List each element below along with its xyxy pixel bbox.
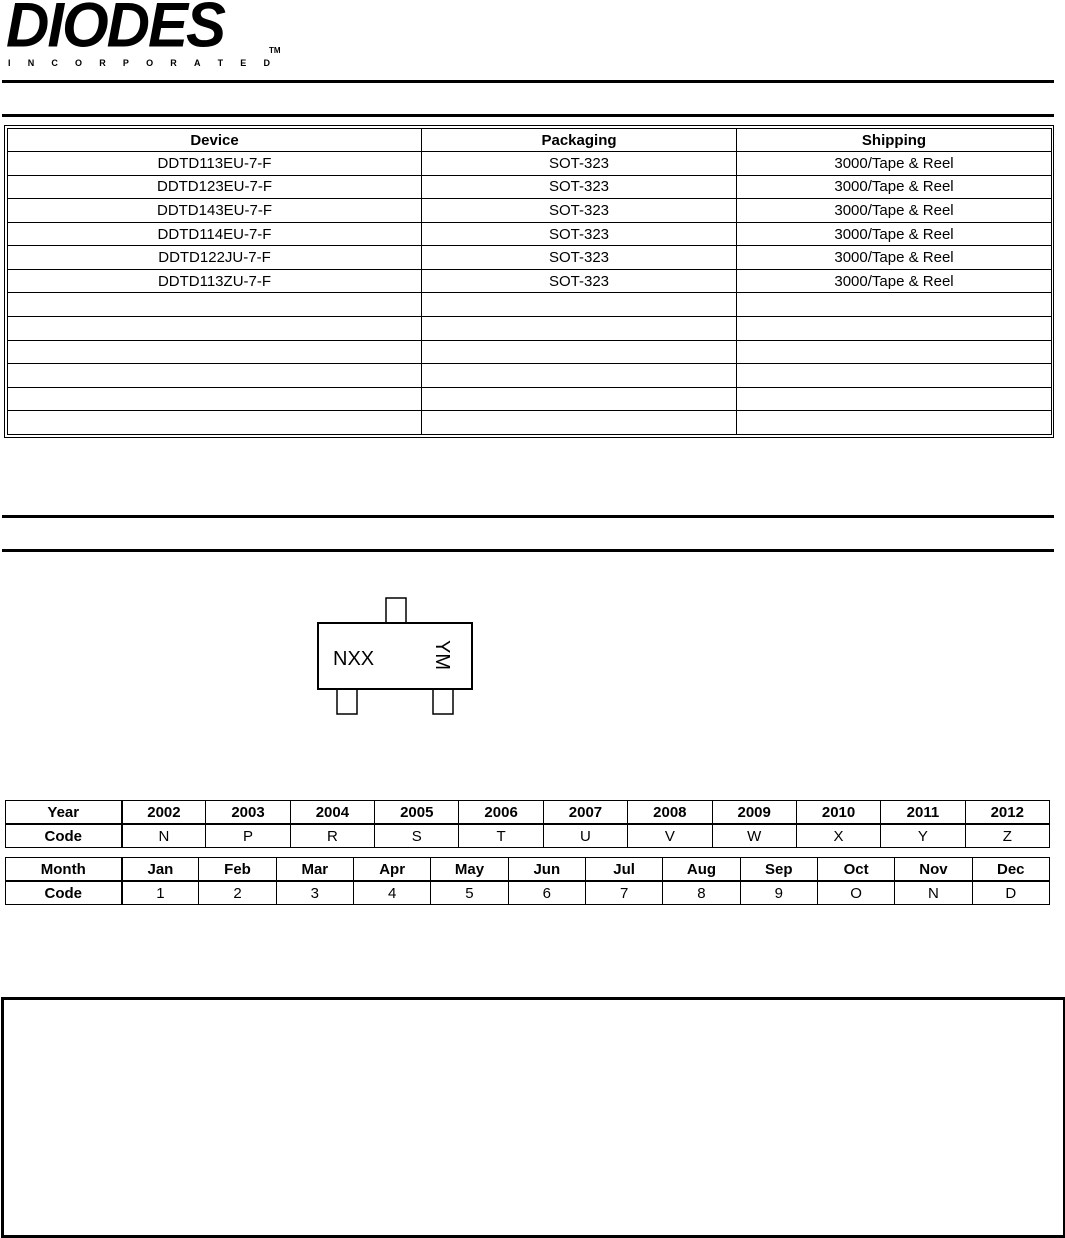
header-shipping: Shipping xyxy=(737,129,1052,152)
section-rule-marking-bottom xyxy=(2,549,1054,552)
code-cell: 7 xyxy=(585,881,662,905)
ordering-cell-device: DDTD123EU-7-F xyxy=(8,175,422,199)
ordering-cell-packaging: SOT-323 xyxy=(422,175,737,199)
period-cell: Nov xyxy=(895,858,972,882)
header-rule xyxy=(2,80,1054,83)
ordering-cell-device xyxy=(8,364,422,388)
ordering-row xyxy=(8,293,1052,317)
logo-letter: P xyxy=(122,58,129,68)
ordering-cell-device: DDTD113ZU-7-F xyxy=(8,269,422,293)
logo-wordmark: DIODES xyxy=(6,0,225,61)
ordering-cell-shipping: 3000/Tape & Reel xyxy=(737,199,1052,223)
period-cell: Sep xyxy=(740,858,817,882)
logo-letter: R xyxy=(170,58,177,68)
period-cell: 2003 xyxy=(206,801,290,825)
period-cell: May xyxy=(431,858,508,882)
ordering-cell-device: DDTD113EU-7-F xyxy=(8,152,422,176)
ordering-cell-shipping xyxy=(737,340,1052,364)
ordering-cell-device xyxy=(8,387,422,411)
ordering-cell-packaging xyxy=(422,293,737,317)
code-cell: O xyxy=(817,881,894,905)
code-cell: N xyxy=(895,881,972,905)
code-cell: R xyxy=(290,824,374,848)
code-cell: T xyxy=(459,824,543,848)
date-code-text: YM xyxy=(431,640,453,670)
code-cell: U xyxy=(543,824,627,848)
top-pin xyxy=(386,598,406,623)
ordering-row xyxy=(8,411,1052,435)
ordering-cell-packaging: SOT-323 xyxy=(422,152,737,176)
ordering-cell-packaging xyxy=(422,340,737,364)
year-code-table xyxy=(5,800,1050,848)
code-cell: 3 xyxy=(276,881,353,905)
ordering-cell-packaging: SOT-323 xyxy=(422,246,737,270)
ordering-cell-packaging xyxy=(422,364,737,388)
code-cell: Y xyxy=(881,824,965,848)
period-cell: Mar xyxy=(276,858,353,882)
period-cell: Jan xyxy=(122,858,199,882)
period-cell: Dec xyxy=(972,858,1049,882)
logo-letter: R xyxy=(99,58,106,68)
ordering-cell-device xyxy=(8,317,422,341)
code-cell: 5 xyxy=(431,881,508,905)
logo-letter: A xyxy=(193,58,201,68)
code-cell: 8 xyxy=(663,881,740,905)
period-cell: Jul xyxy=(585,858,662,882)
logo-letter: E xyxy=(240,58,247,68)
section-rule-top xyxy=(2,114,1054,117)
ordering-cell-shipping xyxy=(737,387,1052,411)
period-cell: 2010 xyxy=(796,801,880,825)
ordering-cell-shipping: 3000/Tape & Reel xyxy=(737,222,1052,246)
marking-code-text: NXX xyxy=(333,648,375,670)
ordering-row xyxy=(8,269,1052,293)
code-cell: D xyxy=(972,881,1049,905)
ordering-cell-shipping xyxy=(737,411,1052,435)
period-cell: 2009 xyxy=(712,801,796,825)
ordering-cell-packaging: SOT-323 xyxy=(422,222,737,246)
code-cell: S xyxy=(375,824,459,848)
period-cell: Aug xyxy=(663,858,740,882)
month-table-header-row xyxy=(6,858,1050,882)
ordering-row xyxy=(8,175,1052,199)
period-cell: 2006 xyxy=(459,801,543,825)
row-label: Code xyxy=(6,824,122,848)
ordering-cell-packaging xyxy=(422,387,737,411)
logo-letter: O xyxy=(146,58,154,68)
period-cell: Jun xyxy=(508,858,585,882)
row-label: Code xyxy=(6,881,122,905)
ordering-cell-device xyxy=(8,293,422,317)
ordering-cell-device xyxy=(8,340,422,364)
important-notice-box xyxy=(1,997,1065,1238)
year-table-header-row xyxy=(6,801,1050,825)
ordering-cell-shipping xyxy=(737,317,1052,341)
ordering-row xyxy=(8,152,1052,176)
header-device: Device xyxy=(8,129,422,152)
logo-trademark: TM xyxy=(269,46,281,55)
ordering-row xyxy=(8,199,1052,223)
row-label: Month xyxy=(6,858,122,882)
ordering-cell-shipping: 3000/Tape & Reel xyxy=(737,246,1052,270)
ordering-header-row xyxy=(8,129,1052,152)
code-cell: 4 xyxy=(353,881,430,905)
period-cell: 2004 xyxy=(290,801,374,825)
period-cell: 2011 xyxy=(881,801,965,825)
period-cell: 2012 xyxy=(965,801,1049,825)
ordering-cell-packaging xyxy=(422,317,737,341)
code-cell: N xyxy=(122,824,206,848)
ordering-cell-device: DDTD143EU-7-F xyxy=(8,199,422,223)
code-cell: Z xyxy=(965,824,1049,848)
logo-letter: O xyxy=(75,58,83,68)
ordering-cell-shipping: 3000/Tape & Reel xyxy=(737,152,1052,176)
ordering-row xyxy=(8,246,1052,270)
bottom-left-pin xyxy=(337,689,357,714)
ordering-row xyxy=(8,317,1052,341)
ordering-cell-shipping xyxy=(737,293,1052,317)
code-cell: W xyxy=(712,824,796,848)
period-cell: 2002 xyxy=(122,801,206,825)
logo-incorporated xyxy=(8,58,270,68)
code-cell: V xyxy=(628,824,712,848)
code-cell: 1 xyxy=(122,881,199,905)
period-cell: 2008 xyxy=(628,801,712,825)
ordering-row xyxy=(8,222,1052,246)
logo-letter: D xyxy=(263,58,270,68)
month-code-table xyxy=(5,857,1050,905)
ordering-table xyxy=(7,128,1052,435)
ordering-row xyxy=(8,340,1052,364)
row-label: Year xyxy=(6,801,122,825)
period-cell: Oct xyxy=(817,858,894,882)
code-cell: 6 xyxy=(508,881,585,905)
ordering-cell-shipping: 3000/Tape & Reel xyxy=(737,175,1052,199)
ordering-cell-shipping xyxy=(737,364,1052,388)
period-cell: 2007 xyxy=(543,801,627,825)
code-cell: P xyxy=(206,824,290,848)
ordering-table-frame xyxy=(4,125,1054,438)
code-cell: X xyxy=(796,824,880,848)
month-table-code-row xyxy=(6,881,1050,905)
ordering-row xyxy=(8,364,1052,388)
ordering-row xyxy=(8,387,1052,411)
ordering-cell-packaging: SOT-323 xyxy=(422,199,737,223)
logo-letter: N xyxy=(27,58,35,68)
year-table-code-row xyxy=(6,824,1050,848)
ordering-cell-shipping: 3000/Tape & Reel xyxy=(737,269,1052,293)
section-rule-marking-top xyxy=(2,515,1054,518)
period-cell: 2005 xyxy=(375,801,459,825)
period-cell: Feb xyxy=(199,858,276,882)
sot323-marking-diagram xyxy=(300,590,500,730)
bottom-right-pin xyxy=(433,689,453,714)
logo-letter: C xyxy=(51,58,58,68)
ordering-cell-packaging: SOT-323 xyxy=(422,269,737,293)
ordering-cell-device xyxy=(8,411,422,435)
header-packaging: Packaging xyxy=(422,129,737,152)
ordering-cell-device: DDTD122JU-7-F xyxy=(8,246,422,270)
logo-letter: I xyxy=(8,58,11,68)
period-cell: Apr xyxy=(353,858,430,882)
company-logo xyxy=(6,0,281,70)
code-cell: 2 xyxy=(199,881,276,905)
ordering-cell-packaging xyxy=(422,411,737,435)
code-cell: 9 xyxy=(740,881,817,905)
ordering-cell-device: DDTD114EU-7-F xyxy=(8,222,422,246)
logo-letter: T xyxy=(217,58,224,68)
